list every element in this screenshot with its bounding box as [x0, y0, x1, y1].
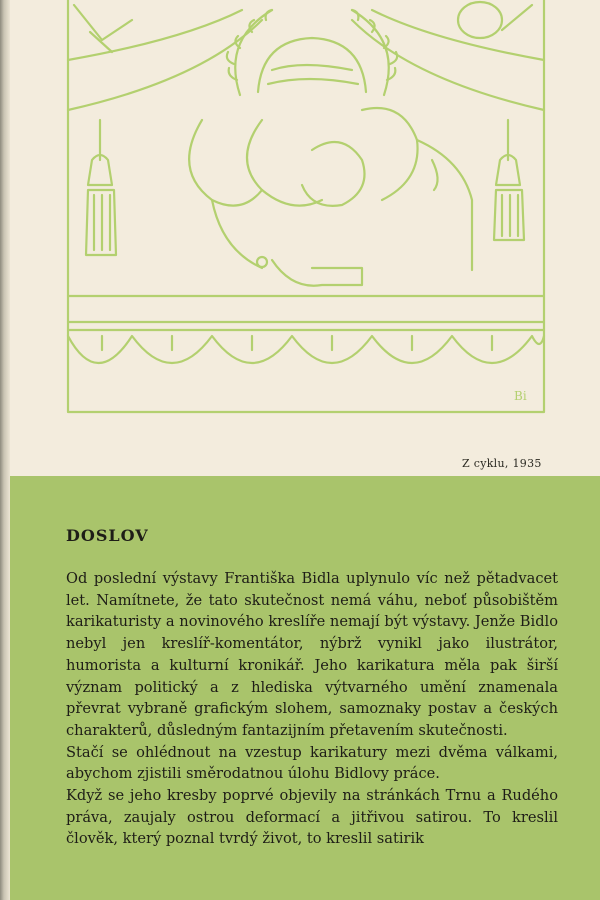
illustration-caption: Z cyklu, 1935: [462, 457, 542, 470]
section-heading: DOSLOV: [66, 526, 149, 545]
afterword-text: [66, 568, 558, 850]
paragraph: Stačí se ohlédnout na vzestup karikatury mezi dvěma válkami, abychom zjistili směrodatnou úlohu Bidlovy práce.: [66, 743, 558, 783]
page-gutter: [0, 0, 10, 900]
paragraph: Od poslední výstavy Františka Bidla uplynulo víc než pětadvacet let. Namítnete, že tato skutečnost nemá váhu, neboť působištěm karikaturisty a novinového kreslíře nemají být výstavy. Jenže Bidlo nebyl jen kreslíř-komentátor, nýbrž vynikl jako ilustrátor, humorista a kulturní kronikář. Jeho karikatura měla pak širší význam politický a z hlediska výtvarného umění znamenala převrat vybraně grafickým slohem, samoznaky postav a českých charakterů, důsledným fantazijním přetavením skutečnosti.: [66, 570, 558, 739]
paragraph: Když se jeho kresby poprvé objevily na stránkách Trnu a Rudého práva, zaujaly ostrou deformací a jitřivou satirou. To kreslil člověk, který poznal tvrdý život, to kreslil satirik: [66, 787, 558, 848]
caricature-illustration: [62, 0, 550, 418]
artist-signature: Bi: [514, 389, 527, 403]
